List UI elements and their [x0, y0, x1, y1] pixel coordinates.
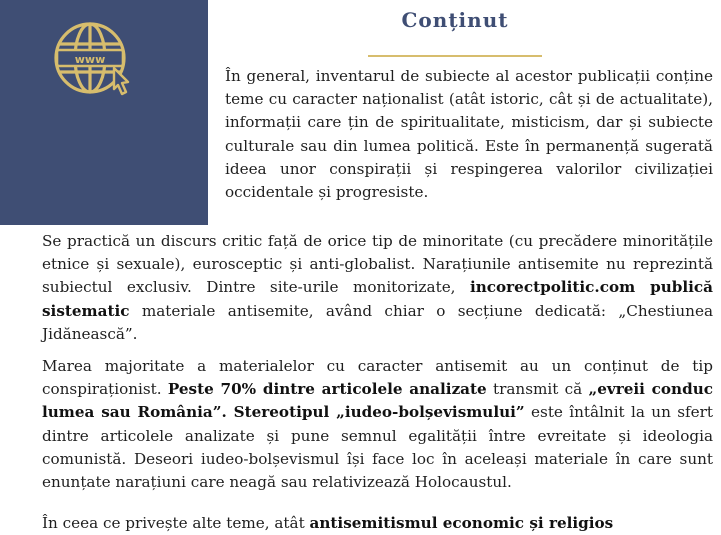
text: transmit că — [486, 380, 589, 399]
text: Marea majoritate a materialelor cu caracter antisemit au un conținut de tip conspiraționist. — [42, 357, 713, 399]
icon-panel — [0, 0, 208, 225]
bold-text: „evreii conduc lumea sau România”. Stereotipul „iudeo-bolșevismului” — [42, 380, 713, 422]
bold-text: Peste 70% dintre articolele analizate — [167, 380, 487, 399]
paragraph-conspiracy — [42, 355, 713, 494]
bold-text: antisemitismul economic și religios — [309, 514, 614, 532]
text: materiale antisemite, având chiar o secțiune dedicată: „Chestiunea Jidănească”. — [42, 301, 713, 343]
paragraph-minorities — [42, 230, 713, 346]
text: În ceea ce privește alte teme, atât — [42, 514, 310, 532]
paragraph-topics: În general, inventarul de subiecte al acestor publicații conține teme cu caracter naționalist (atât istoric, cât și de actualitate), informații care țin de spiritualitate, misticism, dar și subiecte culturale sau din lumea politică. Este în permanență sugerată ideea unor conspirații și respingerea valorilor civilizației occidentale și progresiste. — [225, 67, 713, 202]
bold-text: incorectpolitic.com publică sistematic — [42, 278, 713, 320]
svg-text:www: www — [74, 53, 106, 66]
paragraph-other-themes — [42, 512, 713, 535]
www-globe-cursor-icon — [40, 8, 160, 108]
section-title: Conținut — [401, 8, 509, 32]
title-divider — [368, 55, 542, 57]
text: este întâlnit la un sfert dintre articolele analizate și pune semnul egalității între evreitate și ideologia comunistă. Deseori iudeo-bolșevismul își face loc în aceleași materiale în care sunt enunțate narațiuni care neagă sau relativizează Holocaustul. — [42, 403, 713, 492]
text: Se practică un discurs critic față de orice tip de minoritate (cu precădere minoritățile etnice și sexuale), eurosceptic și anti-globalist. Narațiunile antisemite nu reprezintă subiectul exclusiv. Dintre site-urile monitorizate, — [42, 232, 713, 297]
